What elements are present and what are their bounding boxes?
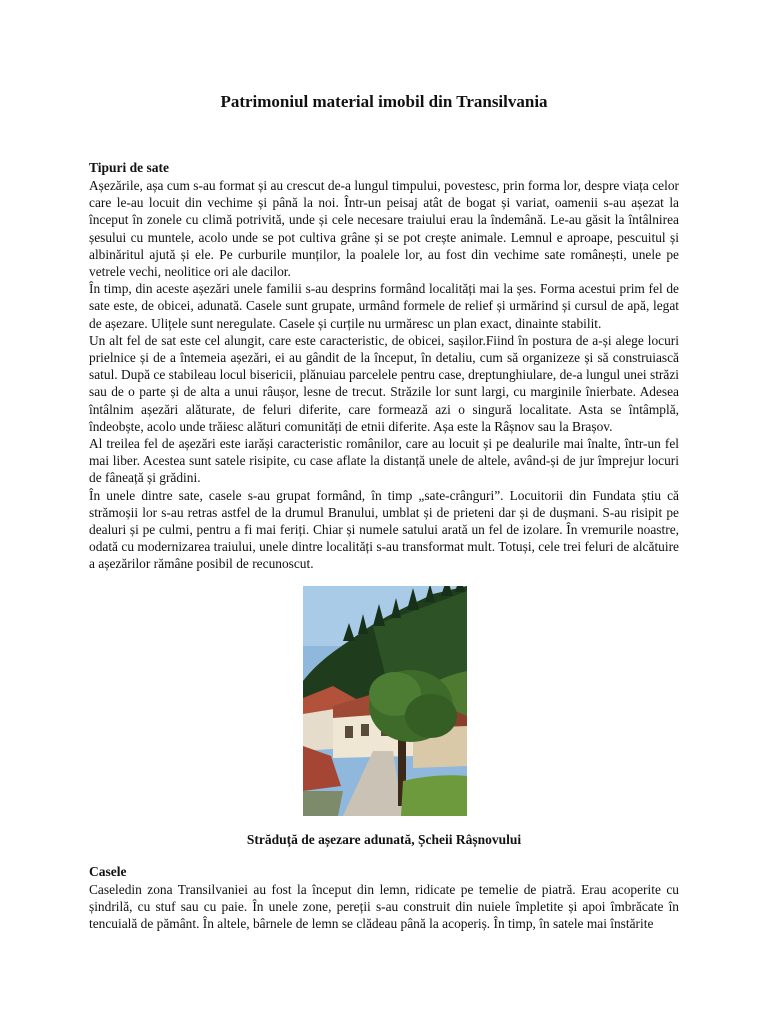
section-heading-houses: Casele [89, 864, 127, 879]
paragraph: În timp, din aceste așezări unele familii s-au desprins formând localități mai la șes. Forma acestui prim fel de sate este, de obicei, adunată. Casele sunt grupate, urmând formele de relief și urmărind și cursul de apă, legat de așezare. Ulițele sunt neregulate. Casele și curțile nu urmăresc un plan exact, dinainte stabilit. [89, 281, 679, 331]
document-title: Patrimoniul material imobil din Transilvania [220, 92, 548, 111]
paragraph: Așezările, așa cum s-au format și au crescut de-a lungul timpului, povestesc, prin forma lor, despre viața celor care le-au locuit din vechime și până la noi. Într-un peisaj atât de bogat și variat, oamenii s-au așezat la început în zonele cu climă potrivită, unde și cele necesare traiului erau la îndemână. Le-au găsit la întâlnirea șesului cu muntele, acolo unde se pot cultiva grâne și se pot crește animale. Lemnul e aproape, pescuitul și albinăritul ajută și ele. Pe curburile munților, la poalele lor, au fost din vechime sate românești, unele pe vetrele vechi, neolitice ori ale dacilor. [89, 178, 679, 280]
paragraph: Un alt fel de sat este cel alungit, care este caracteristic, de obicei, sașilor.Fiind în postura de a-și alege locuri prielnice și de a întemeia așezări, ei au gândit de la început, în detaliu, cum să organizeze și să construiască satul. După ce stabileau locul bisericii, plănuiau parcelele pentru case, dreptunghiulare, de-a lungul unei străzi sau de o parte și de alta a unui râușor, lesne de trecut. Străzile lor sunt largi, cu marginile înierbate. Adesea întâlnim așezări alăturate, de feluri diferite, care formează azi o singură localitate. Asta se întâmplă, îndeobște, acolo unde trăiesc alături comunități de etnii diferite. Așa este la Râșnov sau la Brașov. [89, 332, 679, 434]
section-heading-village-types: Tipuri de sate [89, 160, 170, 175]
paragraph: În unele dintre sate, casele s-au grupat formând, în timp „sate-crânguri”. Locuitorii din Fundata știu că strămoșii lor s-au retras astfel de la drumul Branului, umblat și de prieteni dar și de dușmani. S-au risipit pe dealuri și pe culmi, pentru a fi mai feriți. Chiar și numele satului arată un fel de izolare. În vremurile noastre, odată cu modernizarea traiului, unele dintre localități s-au transformat mult. Totuși, cele trei feluri de alcătuire a așezărilor rămâne posibil de recunoscut. [89, 487, 679, 572]
section-body-village-types [89, 177, 679, 573]
figure-caption: Străduță de așezare adunată, Șcheii Râșnovului [246, 832, 522, 847]
village-street-photo [303, 586, 467, 816]
paragraph: Caseledin zona Transilvaniei au fost la început din lemn, ridicate pe temelie de piatră. Erau acoperite cu șindrilă, cu stuf sau cu paie. În unele zone, pereții s-au construit din nuiele împletite și apoi îmbrăcate în tencuială de pământ. În altele, bârnele de lemn se clădeau până la acoperiș. În timp, în satele mai înstărite [89, 882, 679, 932]
section-body-houses [89, 881, 679, 933]
paragraph: Al treilea fel de așezări este iarăși caracteristic românilor, care au locuit și pe dealurile mai înalte, într-un fel mai liber. Acestea sunt satele risipite, cu case aflate la distanță unele de altele, având-și de jur împrejur locuri de fâneață și grădini. [89, 436, 679, 486]
